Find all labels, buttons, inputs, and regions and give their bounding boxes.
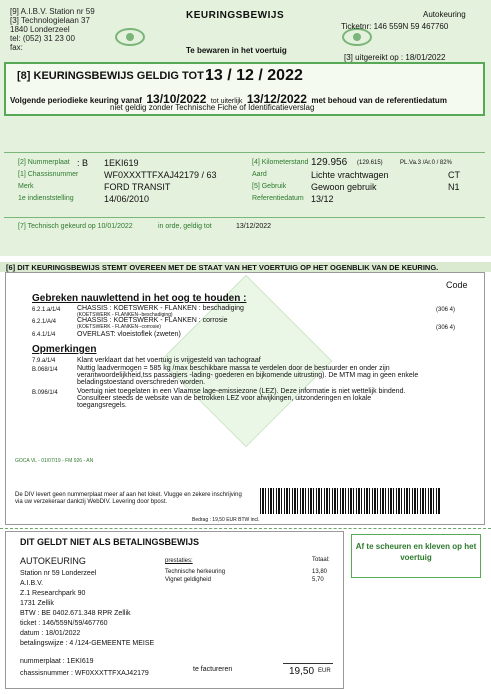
address-line: 1731 Zellik xyxy=(20,600,54,607)
document-title: KEURINGSBEWIJS xyxy=(186,10,285,21)
total-label: Totaal: xyxy=(312,557,330,563)
station-line: [3] Technologielaan 37 xyxy=(10,16,90,25)
service-line-amount: 13,80 xyxy=(312,569,328,575)
services-label: prestaties: xyxy=(165,558,193,564)
defect-subtext: (KOETSWERK - FLANKEN--corrosie) xyxy=(77,324,161,330)
div-note: De DIV levert geen nummerplaat meer af aan het loket. Vlugge en zekere inschrijving via uw verzekeraar dankzij WebDIV. Levering door bpost. xyxy=(15,492,242,505)
total-underline xyxy=(283,663,333,664)
eye-watermark-icon xyxy=(115,28,145,46)
goca-code: GOCA VL - 01/07/19 - FM 926 - AN xyxy=(15,458,94,464)
not-payment-title: DIT GELDT NIET ALS BETALINGSBEWIJS xyxy=(20,537,200,547)
mark-label: Merk xyxy=(18,183,34,190)
pollution-info: PL.Va.3 /Ar.0 / 82% xyxy=(400,160,452,166)
company-name: AUTOKEURING xyxy=(20,556,86,566)
order-date: 13/12/2022 xyxy=(236,223,272,230)
station-line: 1840 Londerzeel xyxy=(10,25,70,34)
reference-date-label: Referentiedatum xyxy=(252,195,304,202)
divider xyxy=(4,152,485,153)
technical-inspection-line: [7] Technisch gekeurd op 10/01/2022 xyxy=(18,223,133,230)
remark-code: 7.9.a/1/4 xyxy=(32,358,56,364)
plate-prefix: : B xyxy=(77,158,89,168)
next-inspection-from: 13/10/2022 xyxy=(146,92,207,106)
defect-number: (306 4) xyxy=(436,325,456,331)
remark-text: Klant verklaart dat het voertuig is vrijgesteld van tachograaf xyxy=(77,357,261,364)
first-registration-label: 1e indienststelling xyxy=(18,195,74,202)
conformity-statement: [6] DIT KEURINGSBEWIJS STEMT OVEREEN MET DE STAAT VAN HET VOERTUIG OP HET OGENBLIK VAN DE KEURING. xyxy=(6,263,439,272)
service-line-label: Technische herkeuring xyxy=(165,569,226,575)
next-inspection-prefix: Volgende periodieke keuring vanaf xyxy=(10,96,142,105)
chassis-line: chassisnummer : WF0XXXTTFXAJ42179 xyxy=(20,670,149,677)
validity-condition: niet geldig zonder Technische Fiche of Identificatieverslag xyxy=(110,103,315,112)
defect-code: 6.2.1.a/1/4 xyxy=(32,307,61,313)
code-column-header: Code xyxy=(446,280,468,290)
address-line: A.I.B.V. xyxy=(20,580,44,587)
address-line: Z.1 Researchpark 90 xyxy=(20,590,86,597)
vat-line: BTW : BE 0402.671.348 RPR Zellik xyxy=(20,610,131,617)
defect-subtext: (KOETSWERK - FLANKEN--beschadiging) xyxy=(77,312,173,318)
defect-text: OVERLAST: vloeistoflek (zweten) xyxy=(77,331,181,338)
station-line: tel: (052) 31 23 00 xyxy=(10,34,75,43)
remark-code: B.068/1/4 xyxy=(32,367,58,373)
to-invoice-label: te factureren xyxy=(193,666,233,673)
defect-number: (306 4) xyxy=(436,307,456,313)
ticket-number: Ticketnr: 146 559N 59 467760 xyxy=(341,22,449,31)
remarks-heading: Opmerkingen xyxy=(32,344,97,355)
km-extra: (129.615) xyxy=(357,160,383,166)
chassis-value: WF0XXXTTFXAJ42179 / 63 xyxy=(104,170,217,180)
tear-line xyxy=(0,528,491,529)
mark-value: FORD TRANSIT xyxy=(104,182,171,192)
station-line: fax: xyxy=(10,43,23,52)
kind-label: Aard xyxy=(252,171,267,178)
kind-value: Lichte vrachtwagen xyxy=(311,170,389,180)
use-code: N1 xyxy=(448,182,460,192)
remark-code: B.096/1/4 xyxy=(32,390,58,396)
ticket-line: ticket : 146/559N/59/467760 xyxy=(20,620,108,627)
remark-text: Nuttig laadvermogen = 585 kg /max beschikbare massa te verdelen door de bestuurder en onder zijn verantwoordelijkheid,tss passagiers -lading- goederen en bijkomende uitrusting). De MTM mag in geen enkele beladingstoestand overschreden worden. xyxy=(77,365,419,386)
validity-label: [8] KEURINGSBEWIJS GELDIG TOT : xyxy=(17,70,211,82)
use-label: [5] Gebruik xyxy=(252,183,287,190)
next-inspection-tot: tot uiterlijk xyxy=(210,98,243,105)
date-line: datum : 18/01/2022 xyxy=(20,630,81,637)
payment-method-line: betalingswijze : 4 /124-GEMEENTE MEISE xyxy=(20,640,155,647)
company-address xyxy=(20,570,154,648)
chassis-label: [1] Chassisnummer xyxy=(18,171,79,178)
first-registration-value: 14/06/2010 xyxy=(104,194,150,204)
defect-code: 6.2.1/A/4 xyxy=(32,319,57,325)
reference-date-value: 13/12 xyxy=(311,194,334,204)
station-info xyxy=(10,7,95,52)
next-inspection-suffix: met behoud van de referentiedatum xyxy=(311,96,447,105)
defect-text: CHASSIS : KOETSWERK - FLANKEN : corrosie xyxy=(77,317,228,324)
plate-line: nummerplaat : 1EKI619 xyxy=(20,658,94,665)
service-line-label: Vignet geldigheid xyxy=(165,577,211,583)
plate-value: 1EKI619 xyxy=(104,158,139,168)
plate-label: [2] Nummerplaat xyxy=(18,159,70,166)
station-line: [9] A.I.B.V. Station nr 59 xyxy=(10,7,95,16)
service-line-amount: 5,70 xyxy=(312,577,324,583)
issued-date: [3] uitgereikt op : 18/01/2022 xyxy=(344,53,446,62)
currency: EUR xyxy=(318,668,331,674)
address-line: Station nr 59 Londerzeel xyxy=(20,570,97,577)
km-value: 129.956 xyxy=(311,157,348,168)
kind-code: CT xyxy=(448,170,460,180)
defect-code: 6.4.1/1/4 xyxy=(32,332,56,338)
defects-heading: Gebreken nauwlettend in het oog te houden : xyxy=(32,293,247,304)
amount-note: Bedrag : 19,50 EUR BTW incl. xyxy=(192,517,260,523)
barcode xyxy=(260,488,440,514)
tear-off-note: Af te scheuren en kleven op het voertuig xyxy=(351,534,481,578)
defect-text: CHASSIS : KOETSWERK - FLANKEN : beschadiging xyxy=(77,305,244,312)
total-amount: 19,50 xyxy=(289,666,315,677)
keep-in-vehicle-note: Te bewaren in het voertuig xyxy=(186,46,287,55)
use-value: Gewoon gebruik xyxy=(311,182,377,192)
validity-date: 13 / 12 / 2022 xyxy=(205,67,303,84)
header-right-label: Autokeuring xyxy=(423,10,466,19)
divider xyxy=(4,217,485,218)
next-inspection-until: 13/12/2022 xyxy=(246,92,307,106)
km-label: [4] Kilometerstand xyxy=(252,159,309,166)
remark-text: Voertuig niet toegelaten in een Vlaamse lage-emissiezone (LEZ). Deze informatie is niet wettelijk bindend. Consulteer steeds de website van de betrokken LEZ voor afwijkingen, uitzonderingen en lokale toegangsregels. xyxy=(77,388,406,409)
order-label: in orde, geldig tot xyxy=(158,223,212,230)
